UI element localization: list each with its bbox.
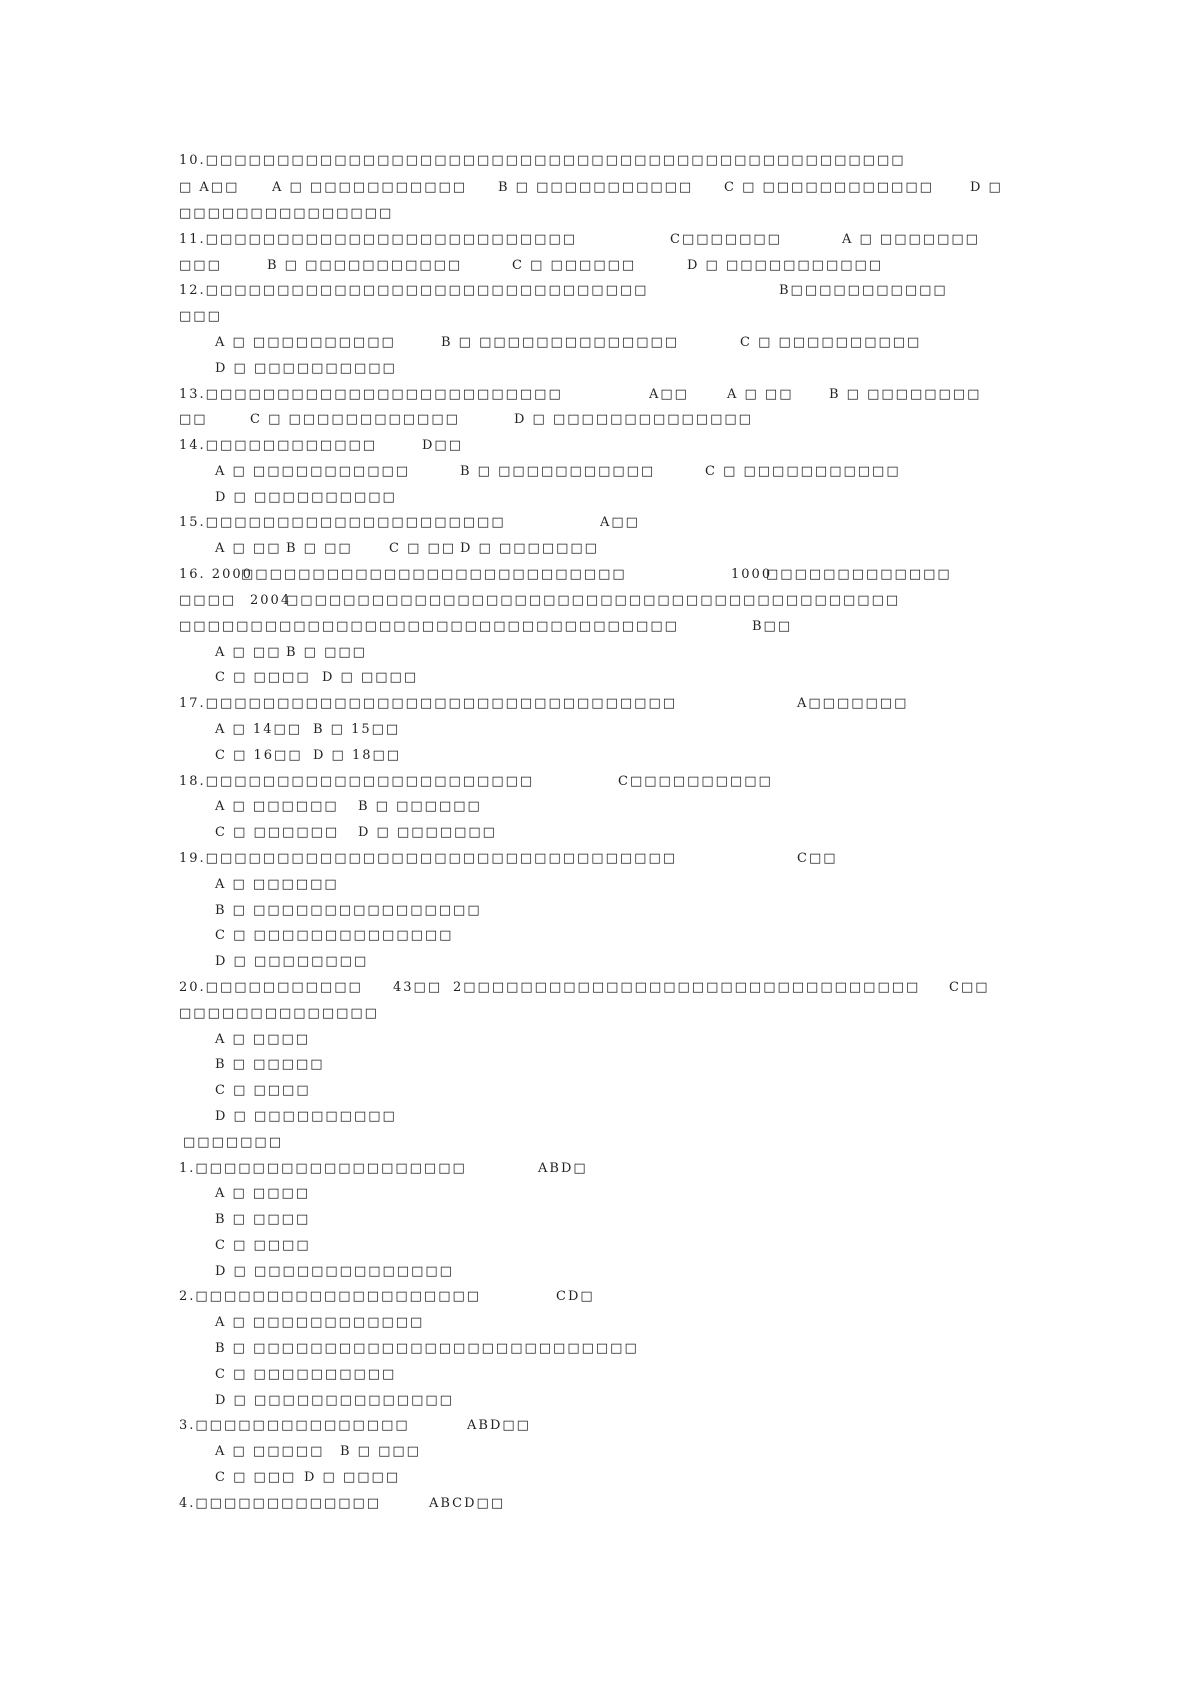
- q16-option-b: B □ □□□: [286, 645, 367, 660]
- m3-stem: 3.□□□□□□□□□□□□□□□: [179, 1418, 410, 1433]
- q15-option-a: A □ □□: [215, 541, 282, 556]
- q16-number: 16. 2000: [179, 567, 253, 582]
- m2-option-c: C □ □□□□□□□□□□: [215, 1367, 397, 1382]
- q17-option-d: D □ 18□□: [313, 748, 402, 763]
- m2-stem: 2.□□□□□□□□□□□□□□□□□□□□: [179, 1289, 482, 1304]
- q12-option-b: B □ □□□□□□□□□□□□□□: [441, 335, 680, 350]
- m3-option-d: D □ □□□□: [304, 1470, 401, 1485]
- q14-stem: 14.□□□□□□□□□□□□: [179, 438, 378, 453]
- q20-stem-cont: 2□□□□□□□□□□□□□□□□□□□□□□□□□□□□□□□□: [453, 980, 921, 995]
- q15-option-b: B □ □□: [286, 541, 353, 556]
- q18-answer: C□□□□□□□□□□: [618, 774, 773, 789]
- q11-option-c: C □ □□□□□□: [512, 258, 637, 273]
- q14-answer: D□□: [422, 438, 463, 453]
- q16-option-a: A □ □□: [215, 645, 282, 660]
- q13-option-d: D □ □□□□□□□□□□□□□□: [514, 412, 753, 427]
- m4-answer: ABCD□□: [429, 1496, 506, 1511]
- q17-option-a: A □ 14□□: [215, 722, 303, 737]
- q18-option-a: A □ □□□□□□: [215, 799, 339, 814]
- q16-option-d: D □ □□□□: [322, 670, 419, 685]
- q14-option-c: C □ □□□□□□□□□□□: [705, 464, 901, 479]
- m4-stem: 4.□□□□□□□□□□□□□: [179, 1496, 382, 1511]
- q18-stem: 18.□□□□□□□□□□□□□□□□□□□□□□□: [179, 774, 535, 789]
- q20-option-c: C □ □□□□: [215, 1083, 311, 1098]
- q16-stem-line2-head: □□□□: [179, 593, 237, 608]
- q14-option-a: A □ □□□□□□□□□□□: [215, 464, 411, 479]
- q13-option-b-cont: □□: [179, 412, 208, 427]
- q16-year: 2004: [250, 593, 292, 608]
- q16-stem-line3: □□□□□□□□□□□□□□□□□□□□□□□□□□□□□□□□□□□: [179, 619, 679, 634]
- q20-answer: C□□: [949, 980, 990, 995]
- section-heading: □□□□□□□: [183, 1135, 283, 1150]
- q20-stem-line2: □□□□□□□□□□□□□□: [179, 1006, 379, 1021]
- q17-stem: 17.□□□□□□□□□□□□□□□□□□□□□□□□□□□□□□□□□: [179, 696, 678, 711]
- q16-stem-line2: □□□□□□□□□□□□□□□□□□□□□□□□□□□□□□□□□□□□□□□□□□□: [286, 593, 901, 608]
- q20-option-a: A □ □□□□: [215, 1032, 311, 1047]
- q12-option-d: D □ □□□□□□□□□□: [215, 361, 397, 376]
- q13-option-a: A □ □□: [727, 387, 794, 402]
- q12-stem: 12.□□□□□□□□□□□□□□□□□□□□□□□□□□□□□□□: [179, 283, 649, 298]
- m2-answer: CD□: [556, 1289, 595, 1304]
- m1-stem: 1.□□□□□□□□□□□□□□□□□□□: [179, 1161, 467, 1176]
- q15-option-d: D □ □□□□□□□: [460, 541, 599, 556]
- q13-option-b: B □ □□□□□□□□: [829, 387, 982, 402]
- q15-stem: 15.□□□□□□□□□□□□□□□□□□□□□: [179, 515, 506, 530]
- m3-option-c: C □ □□□: [215, 1470, 297, 1485]
- m3-option-a: A □ □□□□□: [215, 1444, 325, 1459]
- q10-option-d-text: □□□□□□□□□□□□□□□: [179, 206, 394, 221]
- q18-option-b: B □ □□□□□□: [358, 799, 482, 814]
- q17-answer: A□□□□□□□: [797, 696, 909, 711]
- q11-option-b: B □ □□□□□□□□□□□: [267, 258, 463, 273]
- q19-stem: 19.□□□□□□□□□□□□□□□□□□□□□□□□□□□□□□□□□: [179, 851, 678, 866]
- m1-option-b: B □ □□□□: [215, 1212, 311, 1227]
- q13-option-c: C □ □□□□□□□□□□□□: [250, 412, 460, 427]
- m2-option-b: B □ □□□□□□□□□□□□□□□□□□□□□□□□□□□: [215, 1341, 639, 1356]
- q11-stem: 11.□□□□□□□□□□□□□□□□□□□□□□□□□□: [179, 232, 578, 247]
- m1-option-a: A □ □□□□: [215, 1186, 311, 1201]
- q13-answer: A□□: [649, 387, 689, 402]
- m3-option-b: B □ □□□: [340, 1444, 421, 1459]
- q12-option-c: C □ □□□□□□□□□□: [740, 335, 922, 350]
- q20-option-b: B □ □□□□□: [215, 1057, 325, 1072]
- q19-option-a: A □ □□□□□□: [215, 877, 339, 892]
- q11-answer: C□□□□□□□: [670, 232, 782, 247]
- q10-option-d-label: D □: [970, 180, 1003, 195]
- q12-stem-cont: □□□: [179, 309, 222, 324]
- q19-option-b: B □ □□□□□□□□□□□□□□□□: [215, 903, 482, 918]
- q10-option-b: B □ □□□□□□□□□□□: [498, 180, 694, 195]
- m2-option-d: D □ □□□□□□□□□□□□□□: [215, 1393, 454, 1408]
- q20-number-a: 43□□: [393, 980, 443, 995]
- q16-answer: B□□: [752, 619, 793, 634]
- q15-answer: A□□: [600, 515, 640, 530]
- q10-option-a: A □ □□□□□□□□□□□: [272, 180, 468, 195]
- q11-option-a-cont: □□□: [179, 258, 222, 273]
- q11-option-d: D □ □□□□□□□□□□□: [687, 258, 884, 273]
- m3-answer: ABD□□: [467, 1418, 531, 1433]
- q16-stem-tail: □□□□□□□□□□□□□: [766, 567, 952, 582]
- q20-option-d: D □ □□□□□□□□□□: [215, 1109, 397, 1124]
- q17-option-b: B □ 15□□: [313, 722, 401, 737]
- q18-option-c: C □ □□□□□□: [215, 825, 340, 840]
- m1-option-c: C □ □□□□: [215, 1238, 311, 1253]
- q16-option-c: C □ □□□□: [215, 670, 311, 685]
- q17-option-c: C □ 16□□: [215, 748, 303, 763]
- m1-option-d: D □ □□□□□□□□□□□□□□: [215, 1264, 454, 1279]
- q16-amount: 1000: [731, 567, 773, 582]
- q16-stem: □□□□□□□□□□□□□□□□□□□□□□□□□□□: [241, 567, 627, 582]
- q11-option-a: A □ □□□□□□□: [842, 232, 980, 247]
- m1-answer: ABD□: [538, 1161, 588, 1176]
- q10-option-c: C □ □□□□□□□□□□□□: [724, 180, 934, 195]
- q20-stem: 20.□□□□□□□□□□□: [179, 980, 363, 995]
- q14-option-b: B □ □□□□□□□□□□□: [460, 464, 656, 479]
- q19-answer: C□□: [797, 851, 838, 866]
- q10-stem: 10.□□□□□□□□□□□□□□□□□□□□□□□□□□□□□□□□□□□□□□□□□□□□□□□□□: [179, 153, 906, 168]
- q14-option-d: D □ □□□□□□□□□□: [215, 490, 397, 505]
- q13-stem: 13.□□□□□□□□□□□□□□□□□□□□□□□□□: [179, 387, 563, 402]
- q15-option-c: C □ □□: [389, 541, 457, 556]
- q18-option-d: D □ □□□□□□□: [358, 825, 497, 840]
- q12-option-a: A □ □□□□□□□□□□: [215, 335, 396, 350]
- m2-option-a: A □ □□□□□□□□□□□□: [215, 1315, 425, 1330]
- q10-answer: □ A□□: [179, 180, 240, 195]
- q19-option-c: C □ □□□□□□□□□□□□□□: [215, 928, 454, 943]
- q12-answer: B□□□□□□□□□□□: [779, 283, 948, 298]
- q19-option-d: D □ □□□□□□□□: [215, 954, 369, 969]
